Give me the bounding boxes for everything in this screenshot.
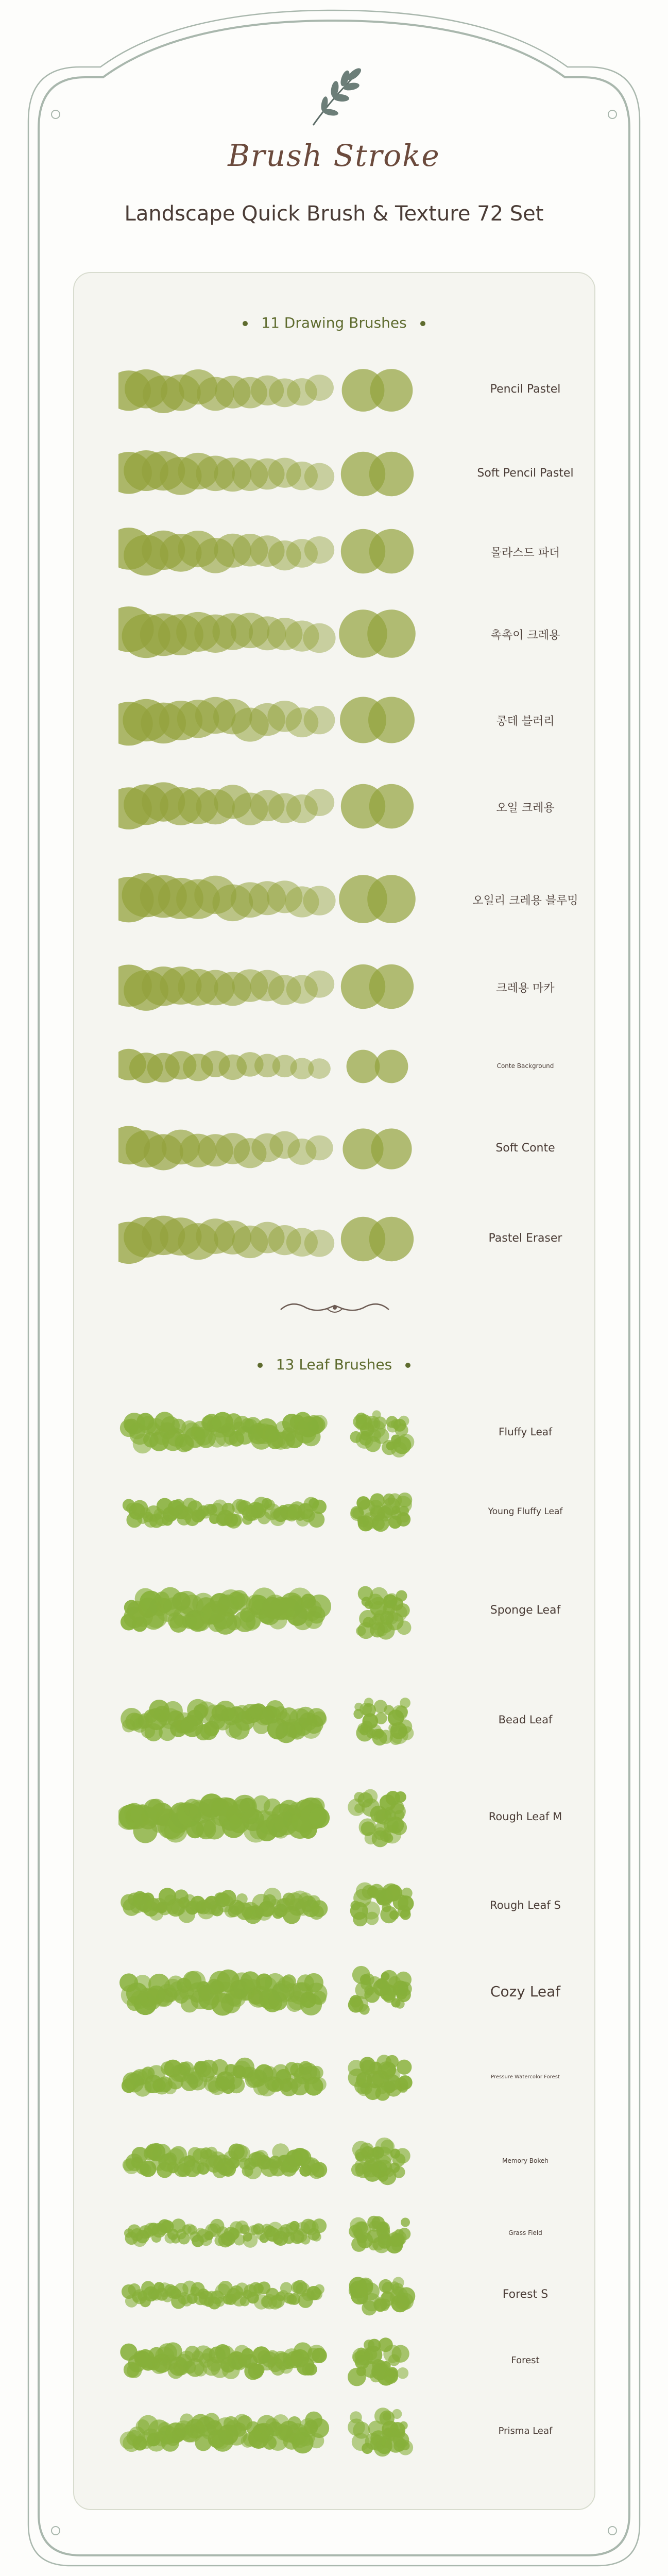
leaf-brush-row (118, 2331, 567, 2391)
brush-name-label: 오일 크레용 (496, 801, 555, 815)
brush-stroke-swatch (118, 964, 334, 1011)
drawing-brush-row (118, 443, 574, 505)
brush-dab-swatch (341, 452, 414, 496)
brush-name-label: Soft Conte (495, 1141, 555, 1155)
brush-name-label: Prisma Leaf (498, 2426, 553, 2437)
brush-dab-swatch (347, 1050, 408, 1083)
brush-stroke-swatch (118, 1126, 333, 1170)
brush-stroke-swatch (118, 1049, 331, 1083)
leaf-section-header (0, 1356, 668, 1373)
brush-dab-swatch (341, 529, 414, 573)
leaf-brush-row (118, 1958, 567, 2027)
brush-name-label: Rough Leaf S (490, 1899, 561, 1912)
brush-sample (118, 2133, 438, 2190)
leaf-brush-row (118, 1777, 567, 1857)
brush-sample (118, 688, 438, 752)
bullet-dot-icon (405, 1363, 410, 1368)
drawing-brush-row (118, 600, 567, 667)
brush-dab-swatch (341, 784, 414, 828)
leaf-brush-row (118, 1574, 567, 1649)
leaf-brush-row (118, 2133, 567, 2190)
brush-sample (118, 1958, 438, 2027)
drawing-brush-row (118, 688, 567, 752)
brush-stroke-swatch (121, 1699, 327, 1743)
brush-name-label: 몰라스드 파더 (490, 546, 560, 560)
brush-dab-swatch (348, 1789, 407, 1848)
leaf-brush-row (118, 1878, 567, 1935)
brush-sample (118, 443, 438, 505)
leaf-brush-row (118, 1486, 567, 1538)
brush-name-label: 콩테 블러리 (496, 715, 555, 728)
brush-stroke-swatch (119, 1970, 328, 2016)
drawing-section-header (0, 314, 668, 331)
brush-name-label: Bead Leaf (498, 1714, 553, 1726)
brush-stroke-swatch (118, 369, 334, 413)
bullet-dot-icon (243, 321, 248, 326)
brush-sample (118, 1687, 438, 1754)
brush-dab-swatch (341, 964, 414, 1009)
brush-name-label: Soft Pencil Pastel (477, 466, 574, 480)
brush-sample (118, 866, 438, 933)
brush-stroke-swatch (124, 2218, 327, 2248)
brush-dab-swatch (348, 2337, 409, 2386)
brush-sample (118, 2398, 438, 2465)
drawing-brush-row (118, 1208, 567, 1270)
brush-dab-swatch (350, 1493, 412, 1532)
brush-dab-swatch (350, 1883, 414, 1927)
brush-stroke-swatch (122, 2058, 327, 2097)
brush-stroke-swatch (123, 2143, 328, 2179)
brush-dab-swatch (339, 875, 416, 923)
leaf-brush-row (118, 2210, 567, 2257)
brush-dab-swatch (350, 1410, 415, 1458)
brush-stroke-swatch (118, 606, 336, 658)
brush-stroke-swatch (123, 1497, 327, 1529)
brush-dab-swatch (339, 609, 416, 658)
drawing-brush-row (118, 866, 578, 933)
leaf-section-title: 13 Leaf Brushes (276, 1356, 392, 1373)
brush-name-label: Pencil Pastel (490, 383, 561, 396)
drawing-section-title: 11 Drawing Brushes (261, 314, 407, 331)
brush-dab-swatch (340, 697, 415, 743)
brush-stroke-swatch (122, 2280, 324, 2310)
brush-name-label: Young Fluffy Leaf (488, 1506, 563, 1517)
brush-dab-swatch (349, 2277, 415, 2315)
leaf-sprig-icon (298, 61, 370, 133)
brush-sample (118, 1208, 438, 1270)
leaf-brush-row (118, 2398, 567, 2465)
brush-sample (118, 775, 438, 837)
brush-name-label: Cozy Leaf (490, 1983, 561, 2001)
brush-name-label: Sponge Leaf (490, 1604, 561, 1617)
drawing-brush-row (118, 775, 567, 837)
drawing-brush-row (118, 1121, 567, 1177)
brush-sample (118, 1486, 438, 1538)
brush-sample (118, 2272, 438, 2318)
drawing-brush-row (118, 1043, 567, 1090)
leaf-brush-row (118, 1399, 567, 1466)
brush-stroke-swatch (120, 2412, 330, 2454)
brush-sample (118, 600, 438, 667)
brush-dab-swatch (348, 2408, 413, 2456)
brush-stroke-swatch (118, 450, 334, 495)
brush-name-label: Conte Background (496, 1062, 554, 1070)
brush-sample (118, 956, 438, 1018)
brush-sample (118, 2210, 438, 2257)
brush-name-label: Forest (511, 2354, 540, 2366)
brush-name-label: Forest S (502, 2287, 549, 2301)
brush-dab-swatch (356, 1586, 411, 1640)
brush-stroke-swatch (118, 873, 336, 923)
brush-stroke-swatch (118, 782, 334, 829)
brush-stroke-swatch (121, 1587, 331, 1635)
brush-sample (118, 361, 438, 420)
brush-dab-swatch (342, 369, 413, 412)
drawing-brush-row (118, 520, 567, 582)
brush-name-label: Memory Bokeh (502, 2157, 549, 2165)
brush-sample (118, 1121, 438, 1177)
leaf-brush-row (118, 1687, 567, 1754)
brush-sample (118, 1043, 438, 1090)
drawing-brush-row (118, 361, 567, 420)
brush-sample (118, 1574, 438, 1649)
page-title: Landscape Quick Brush & Texture 72 Set (124, 202, 544, 226)
brush-name-label: 오일리 크레용 블루밍 (472, 894, 578, 907)
brush-dab-swatch (348, 2055, 412, 2100)
bullet-dot-icon (420, 321, 425, 326)
brush-name-label: Pressure Watercolor Forest (491, 2074, 560, 2080)
brush-name-label: 촉촉이 크레용 (490, 629, 560, 642)
brush-dab-swatch (348, 1966, 412, 2015)
brush-stroke-swatch (120, 1412, 328, 1453)
brush-stroke-swatch (118, 697, 335, 746)
bullet-dot-icon (258, 1363, 263, 1368)
brush-dab-swatch (349, 2216, 410, 2253)
brush-stroke-swatch (118, 528, 334, 575)
brush-name-label: Pastel Eraser (488, 1231, 562, 1245)
brush-sample (118, 1878, 438, 1935)
brush-stroke-swatch (120, 2342, 327, 2380)
brush-sample (118, 520, 438, 582)
brush-dab-swatch (341, 1217, 414, 1261)
brush-name-label: Grass Field (508, 2229, 542, 2237)
brush-dab-swatch (351, 2138, 410, 2185)
brush-sample (118, 2331, 438, 2391)
brush-sample (118, 2048, 438, 2107)
brush-name-label: 크레용 마카 (496, 981, 555, 995)
leaf-brush-row (118, 2048, 567, 2107)
leaf-brush-row (118, 2272, 567, 2318)
brush-sample (118, 1777, 438, 1857)
brush-stroke-swatch (121, 1888, 328, 1924)
brush-dab-swatch (353, 1698, 414, 1745)
brush-name-label: Fluffy Leaf (498, 1426, 553, 1438)
flourish-divider-icon (276, 1299, 394, 1320)
brush-sample (118, 1399, 438, 1466)
brush-stroke-swatch (118, 1793, 330, 1843)
brush-stroke-swatch (118, 1216, 334, 1264)
brush-dab-swatch (342, 1128, 412, 1169)
brand-logo-text: Brush Stroke (228, 138, 440, 173)
brush-name-label: Rough Leaf M (488, 1810, 562, 1823)
drawing-brush-row (118, 956, 567, 1018)
